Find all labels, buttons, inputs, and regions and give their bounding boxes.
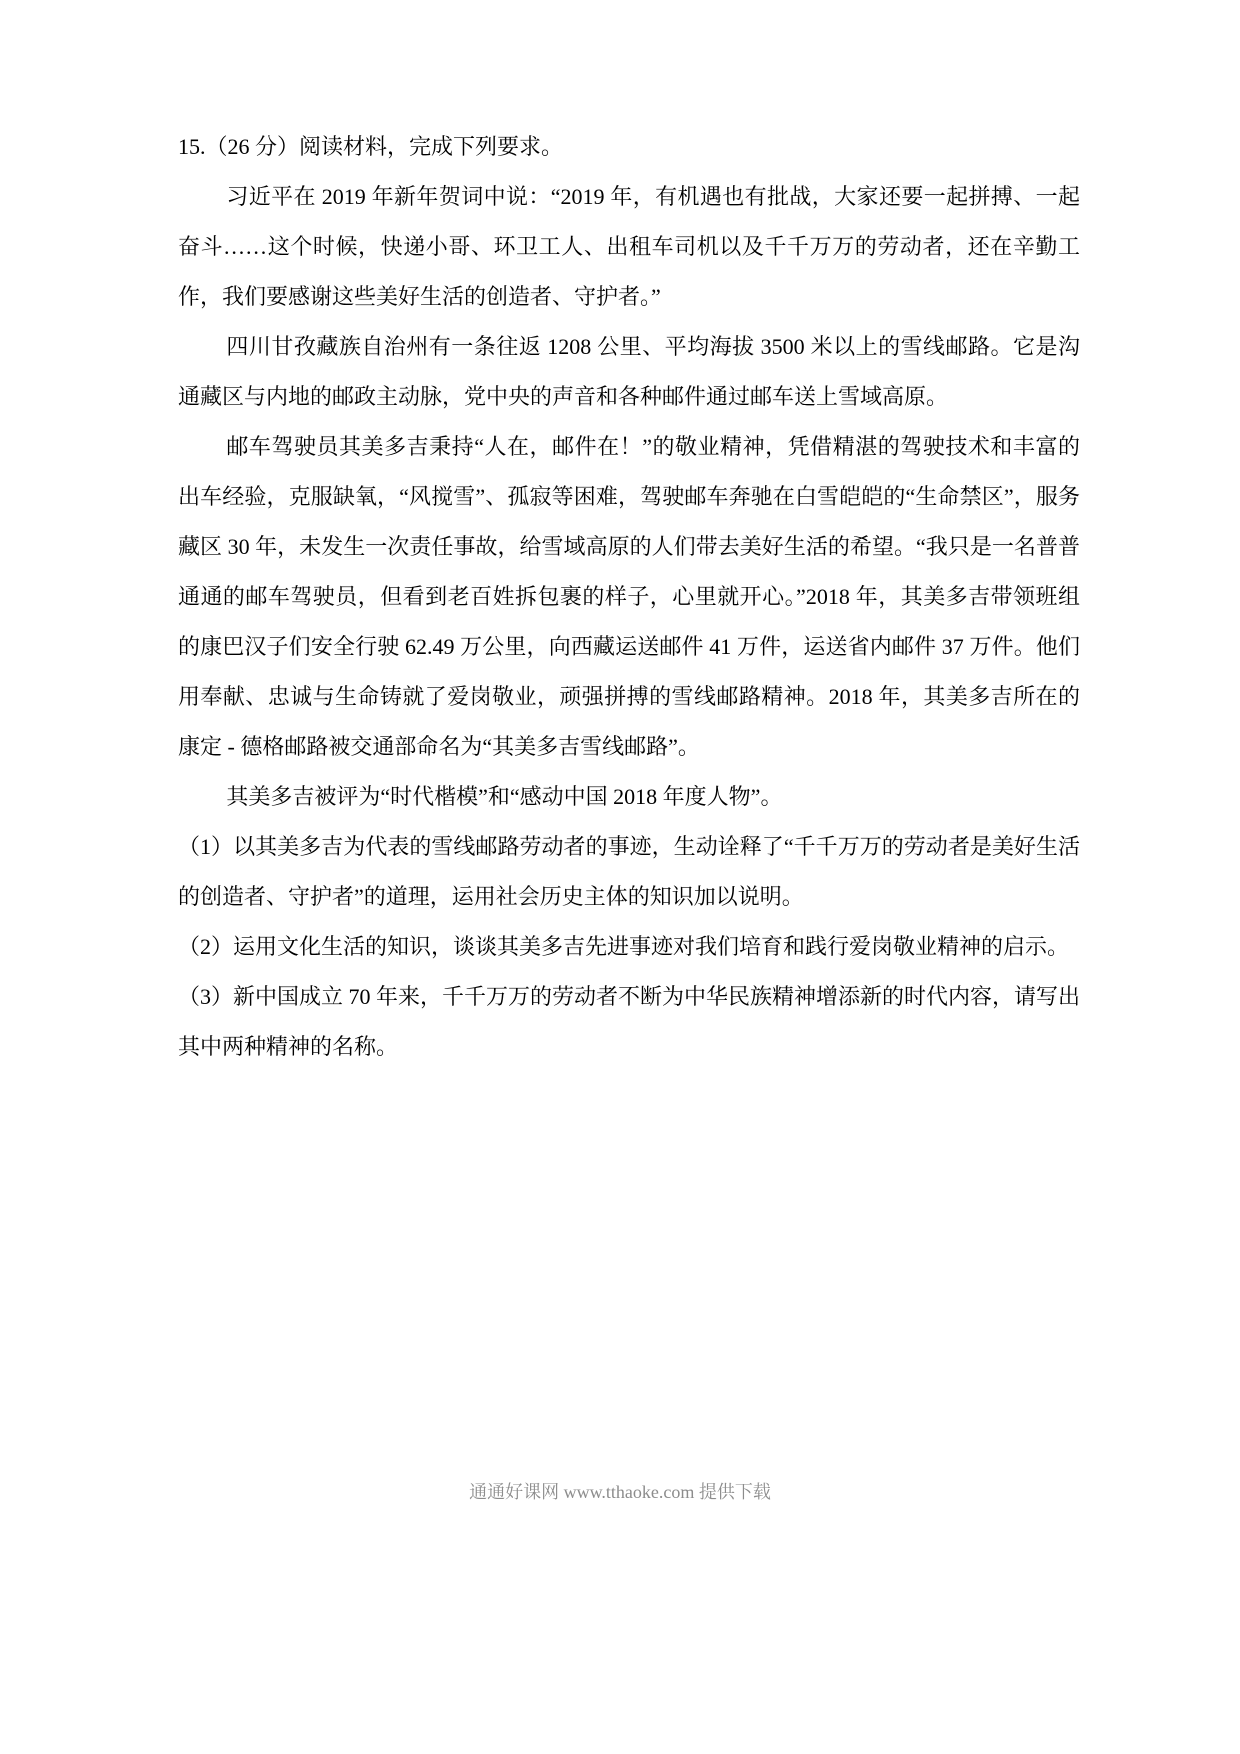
material-paragraph-3: 邮车驾驶员其美多吉秉持“人在，邮件在！”的敬业精神，凭借精湛的驾驶技术和丰富的出车经验，克服缺氧，“风搅雪”、孤寂等困难，驾驶邮车奔驰在白雪皑皑的“生命禁区”，服务藏区 30 年，未发生一次责任事故，给雪域高原的人们带去美好生活的希望。“我只是一名普普通通的邮车驾驶员，但看到老百姓拆包裹的样子，心里就开心。”2018 年，其美多吉带领班组的康巴汉子们安全行驶 62.49 万公里，向西藏运送邮件 41 万件，运送省内邮件 37 万件。他们用奉献、忠诚与生命铸就了爱岗敬业，顽强拼搏的雪线邮路精神。2018 年，其美多吉所在的康定 - 德格邮路被交通部命名为“其美多吉雪线邮路”。 <box>178 434 1080 759</box>
material-paragraph-1: 习近平在 2019 年新年贺词中说：“2019 年，有机遇也有批战，大家还要一起拼搏、一起奋斗……这个时候，快递小哥、环卫工人、出租车司机以及千千万万的劳动者，还在辛勤工作，我们要感谢这些美好生活的创造者、守护者。” <box>178 184 1080 309</box>
sub-question-3: （3）新中国成立 70 年来，千千万万的劳动者不断为中华民族精神增添新的时代内容，请写出其中两种精神的名称。 <box>178 984 1081 1059</box>
sub-question-1: （1）以其美多吉为代表的雪线邮路劳动者的事迹，生动诠释了“千千万万的劳动者是美好生活的创造者、守护者”的道理，运用社会历史主体的知识加以说明。 <box>178 834 1080 909</box>
page-footer: 通通好课网 www.tthaoke.com 提供下载 <box>469 1482 771 1502</box>
question-number-header: 15.（26 分）阅读材料，完成下列要求。 <box>178 134 564 159</box>
material-paragraph-4: 其美多吉被评为“时代楷模”和“感动中国 2018 年度人物”。 <box>226 784 783 809</box>
sub-question-2: （2）运用文化生活的知识，谈谈其美多吉先进事迹对我们培育和践行爱岗敬业精神的启示。 <box>178 934 1070 959</box>
material-paragraph-2: 四川甘孜藏族自治州有一条往返 1208 公里、平均海拔 3500 米以上的雪线邮路。它是沟通藏区与内地的邮政主动脉，党中央的声音和各种邮件通过邮车送上雪域高原。 <box>178 334 1080 409</box>
